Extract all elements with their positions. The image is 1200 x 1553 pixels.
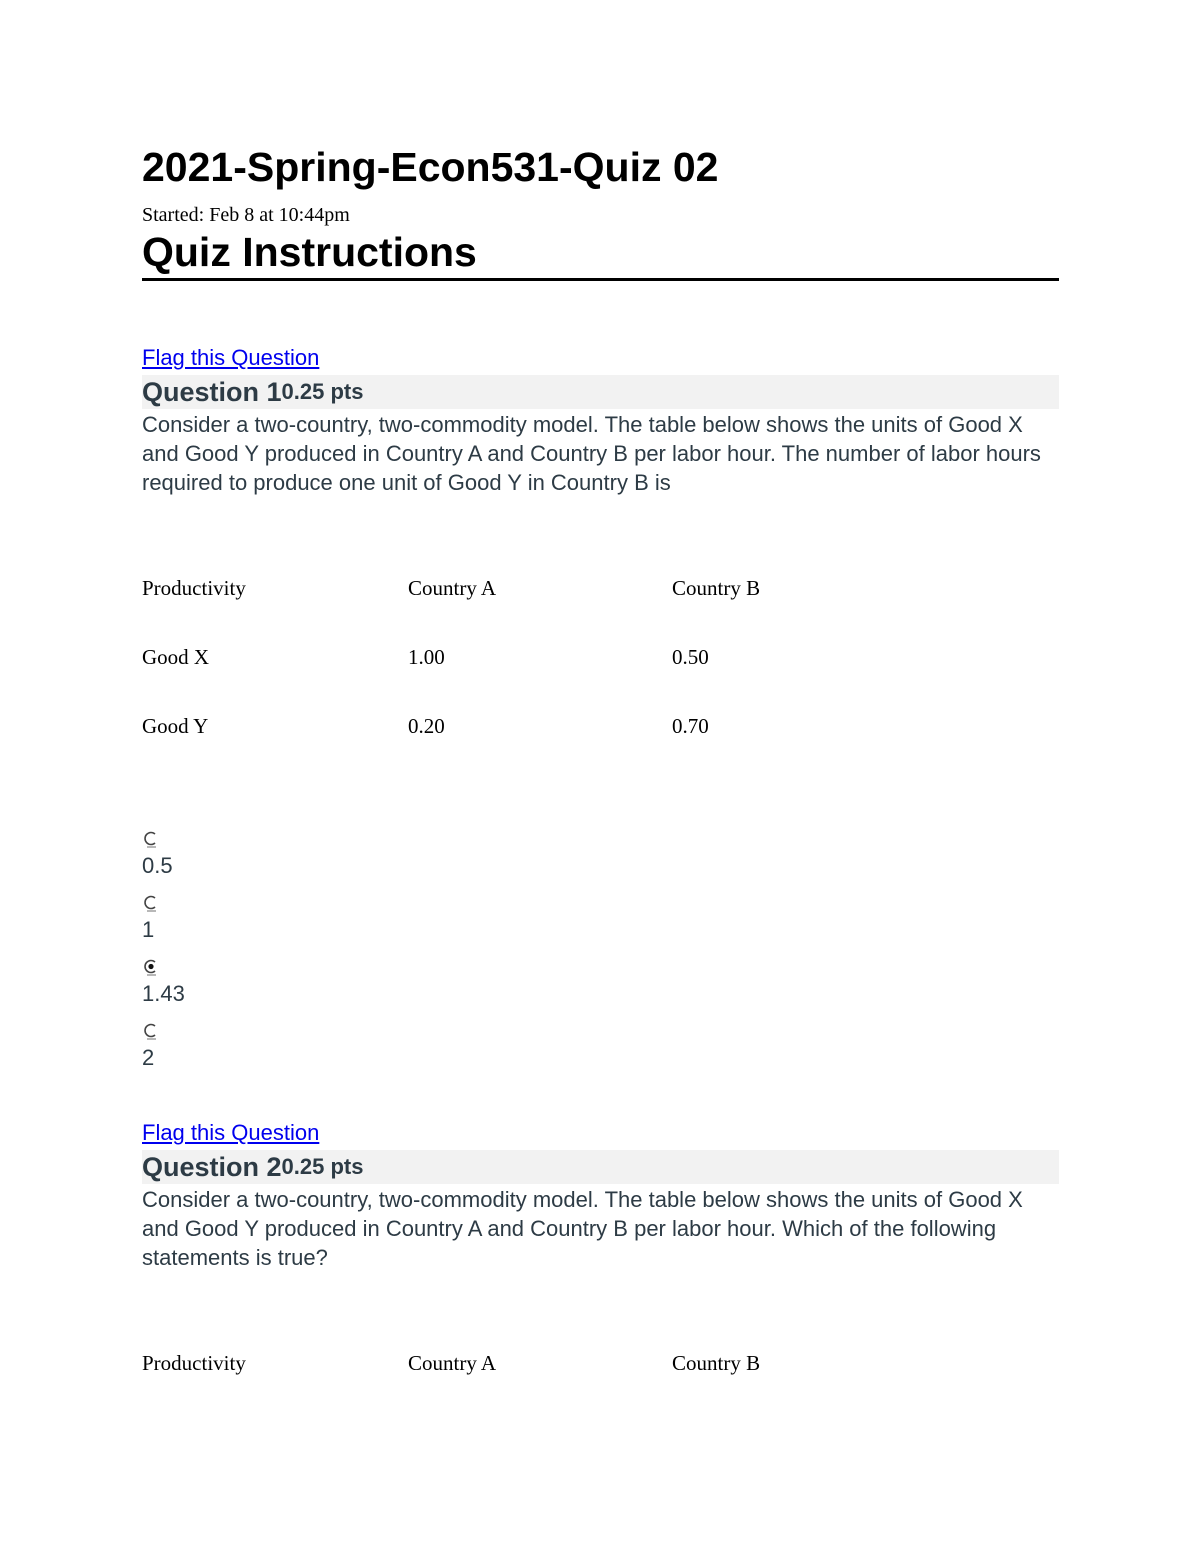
question-text: Consider a two-country, two-commodity model. The table below shows the units of Good X and Good Y produced in Country A and Country B per labor hour. The number of labor hours required to produce one unit of Good Y in Country B is — [142, 412, 1041, 495]
table-header-cell: Country B — [672, 576, 761, 600]
question-header — [142, 375, 1059, 409]
quiz-title: 2021-Spring-Econ531-Quiz 02 — [142, 144, 719, 190]
answer-label: 2 — [142, 1045, 155, 1070]
table-header-cell: Country A — [408, 576, 497, 600]
question-1 — [142, 345, 1059, 497]
question-points: 0.25 pts — [281, 1154, 364, 1179]
radio-button-icon[interactable] — [143, 830, 159, 848]
table-cell: 0.20 — [408, 714, 445, 738]
question-header — [142, 1150, 1059, 1184]
table-header-cell: Productivity — [142, 1351, 246, 1375]
table-header-cell: Country A — [408, 1351, 497, 1375]
table-cell: Good Y — [142, 714, 209, 738]
table-cell: 0.70 — [672, 714, 709, 738]
table-cell: 0.50 — [672, 645, 709, 669]
table-header-cell: Productivity — [142, 576, 246, 600]
table-header-cell: Country B — [672, 1351, 761, 1375]
answer-label: 0.5 — [142, 853, 173, 878]
question-points: 0.25 pts — [281, 379, 364, 404]
radio-button-icon[interactable] — [143, 1022, 159, 1040]
started-timestamp: Started: Feb 8 at 10:44pm — [142, 204, 350, 226]
radio-button-selected-icon[interactable] — [143, 958, 159, 976]
answer-label: 1.43 — [142, 981, 185, 1006]
radio-button-icon[interactable] — [143, 894, 159, 912]
table-cell: 1.00 — [408, 645, 445, 669]
flag-question-link[interactable]: Flag this Question — [142, 345, 320, 370]
quiz-instructions-heading: Quiz Instructions — [142, 228, 1059, 281]
flag-question-link[interactable]: Flag this Question — [142, 1120, 320, 1145]
answer-label: 1 — [142, 917, 155, 942]
question-2 — [142, 1120, 1059, 1272]
question-name: Question 1 — [142, 376, 282, 407]
table-cell: Good X — [142, 645, 210, 669]
question-name: Question 2 — [142, 1151, 282, 1182]
question-text: Consider a two-country, two-commodity model. The table below shows the units of Good X and Good Y produced in Country A and Country B per labor hour. Which of the following statements is true? — [142, 1187, 1023, 1270]
